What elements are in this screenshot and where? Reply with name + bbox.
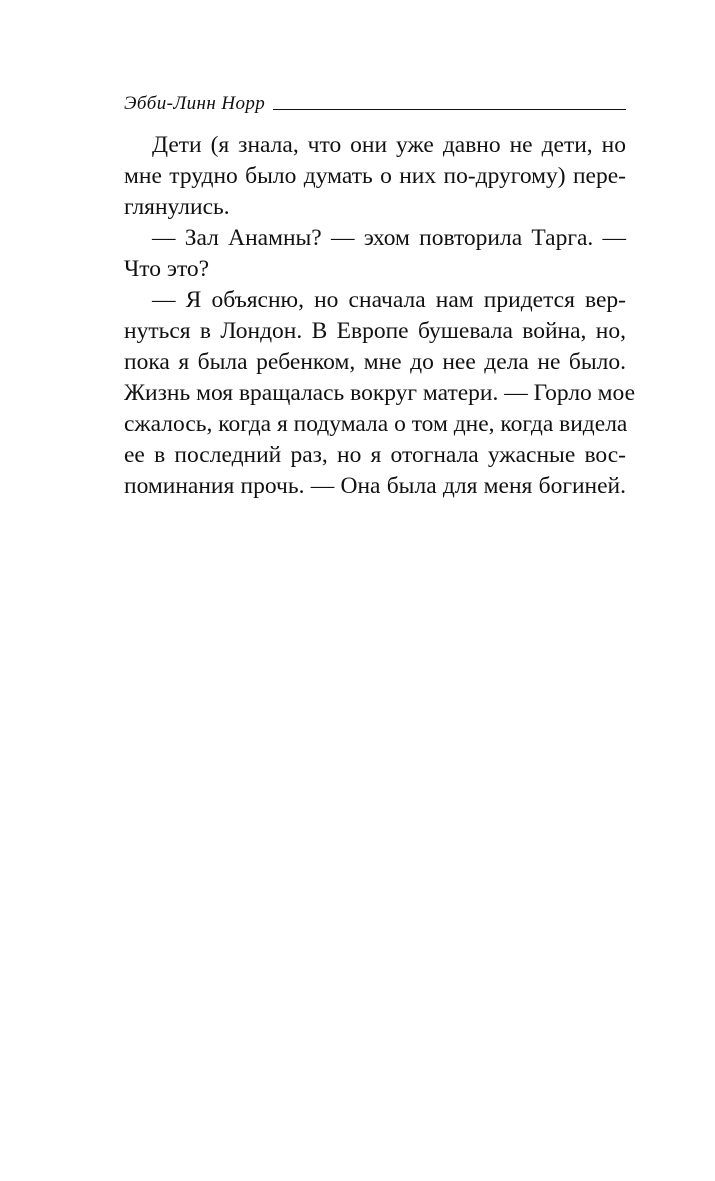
text-line: поминания прочь. — Она была для меня богиней.: [124, 473, 626, 499]
text-line: пока я была ребенком, мне до нее дела не было.: [124, 349, 626, 375]
text-line: нуться в Лондон. В Европе бушевала война, но,: [124, 318, 626, 344]
text-line: — Я объясню, но сначала нам придется вер-: [152, 287, 626, 313]
text-line: — Зал Анамны? — эхом повторила Тарга. —: [152, 225, 626, 251]
text-line: мне трудно было думать о них по-другому) пере-: [124, 163, 626, 189]
text-line: Дети (я знала, что они уже давно не дети, но: [152, 132, 626, 158]
running-head-rule: [273, 109, 626, 110]
text-line: сжалось, когда я подумала о том дне, когда видела: [124, 411, 628, 437]
text-line: глянулись.: [124, 194, 230, 220]
body-text: [124, 130, 636, 502]
running-head: [124, 90, 626, 114]
text-line: Жизнь моя вращалась вокруг матери. — Горло мое: [124, 380, 636, 406]
text-line: Что это?: [124, 256, 210, 282]
running-head-title: Эбби-Линн Норр: [124, 93, 266, 114]
text-line: ее в последний раз, но я отогнала ужасные вос-: [124, 442, 626, 468]
